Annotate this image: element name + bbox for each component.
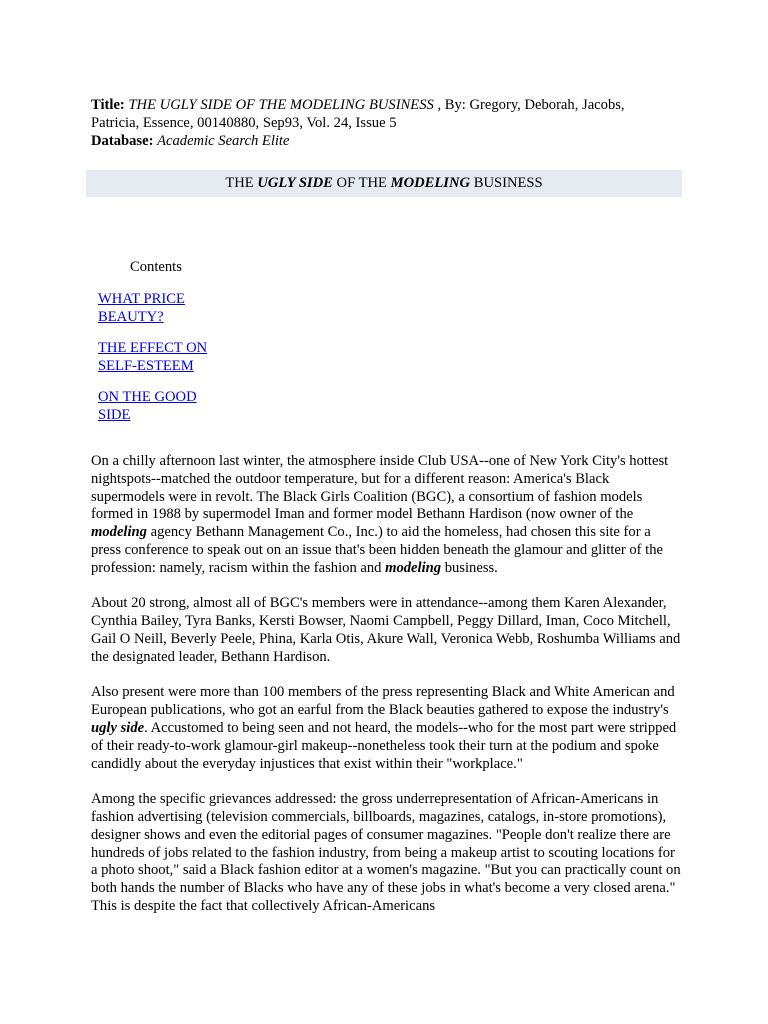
- authors-line-1: , By: Gregory, Deborah, Jacobs,: [433, 97, 625, 113]
- keyword-modeling: modeling: [91, 524, 147, 541]
- heading-part-5: BUSINESS: [470, 175, 543, 191]
- authors-line-2: Patricia, Essence, 00140880, Sep93, Vol. 24, Issue 5: [91, 114, 397, 131]
- heading-part-3: OF THE: [332, 175, 391, 191]
- paragraph-4: Among the specific grievances addressed: the gross underrepresentation of African-Americans in fashion advertising (television commercials, billboards, magazines, catalogs, in-store promotions), designer shows and even the editorial pages of consumer magazines. "People don't realize there are hundreds of jobs related to the fashion industry, from being a makeup artist to scouting locations for a photo shoot," said a Black fashion editor at a women's magazine. "But you can practically count on both hands the number of Blacks who have any of these jobs in what's become a very closed arena." This is despite the fact that collectively African-Americans: [91, 791, 681, 914]
- paragraph-3-text-c: . Accustomed to being seen and not heard, the models--who for the most part were stripped of their ready-to-work glamour-girl makeup--nonetheless took their turn at the podium and spoke candidly about the everyday injustices that exist within their "workplace.": [91, 719, 677, 772]
- article-title: THE UGLY SIDE OF THE MODELING BUSINESS: [128, 97, 434, 113]
- contents-label: Contents: [130, 259, 182, 275]
- title-label: Title:: [91, 97, 125, 113]
- citation-block: [91, 97, 691, 150]
- database-label: Database:: [91, 132, 154, 149]
- heading-part-2: UGLY SIDE: [257, 175, 333, 191]
- keyword-modeling: modeling: [385, 559, 442, 576]
- toc-link-line-1: WHAT PRICE: [98, 291, 185, 307]
- paragraph-3: [91, 684, 681, 773]
- paragraph-1-text-c: agency Bethann Management Co., Inc.) to aid the homeless, had chosen this site for a press conference to speak out on an issue that's been hidden beneath the glamour and glitter of the profession: namely, racism within the fashion and: [91, 524, 664, 576]
- toc-item-what-price-beauty: [98, 291, 228, 327]
- toc-link-effect-on-self-esteem[interactable]: [98, 340, 207, 374]
- toc-item-effect-on-self-esteem: [98, 340, 228, 376]
- article-body: [91, 453, 681, 934]
- paragraph-3-text-a: Also present were more than 100 members of the press representing Black and White American and European publications, who got an earful from the Black beauties gathered to expose the industry's: [91, 684, 675, 719]
- heading-part-1: THE: [225, 175, 258, 191]
- keyword-ugly-side: ugly side: [91, 719, 145, 736]
- article-heading-banner: [86, 170, 682, 197]
- heading-part-4: MODELING: [390, 175, 471, 191]
- paragraph-2: About 20 strong, almost all of BGC's members were in attendance--among them Karen Alexander, Cynthia Bailey, Tyra Banks, Kersti Bowser, Naomi Campbell, Peggy Dillard, Iman, Coco Mitchell, Gail O Neill, Beverly Peele, Phina, Karla Otis, Akure Wall, Veronica Webb, Roshumba Williams and the designated leader, Bethann Hardison.: [91, 595, 681, 665]
- toc-link-on-the-good-side[interactable]: [98, 389, 197, 423]
- toc-item-on-the-good-side: [98, 389, 228, 425]
- toc-link-what-price-beauty[interactable]: [98, 291, 185, 325]
- paragraph-1-text-e: business.: [441, 559, 498, 576]
- toc-link-line-2: SELF-ESTEEM: [98, 357, 194, 374]
- toc-link-line-1: ON THE GOOD: [98, 389, 197, 405]
- paragraph-1: [91, 453, 681, 578]
- toc-link-line-1: THE EFFECT ON: [98, 340, 208, 356]
- toc-link-line-2: BEAUTY?: [98, 308, 164, 325]
- paragraph-1-text-a: On a chilly afternoon last winter, the atmosphere inside Club USA--one of New York City's hottest nightspots--matched the outdoor temperature, but for a different reason: America's Black supermodels were in revolt. The Black Girls Coalition (BGC), a consortium of fashion models formed in 1988 by supermodel Iman and former model Bethann Hardison (now owner of the: [91, 453, 669, 523]
- database-name: Academic Search Elite: [157, 132, 290, 149]
- toc-link-line-2: SIDE: [98, 406, 131, 423]
